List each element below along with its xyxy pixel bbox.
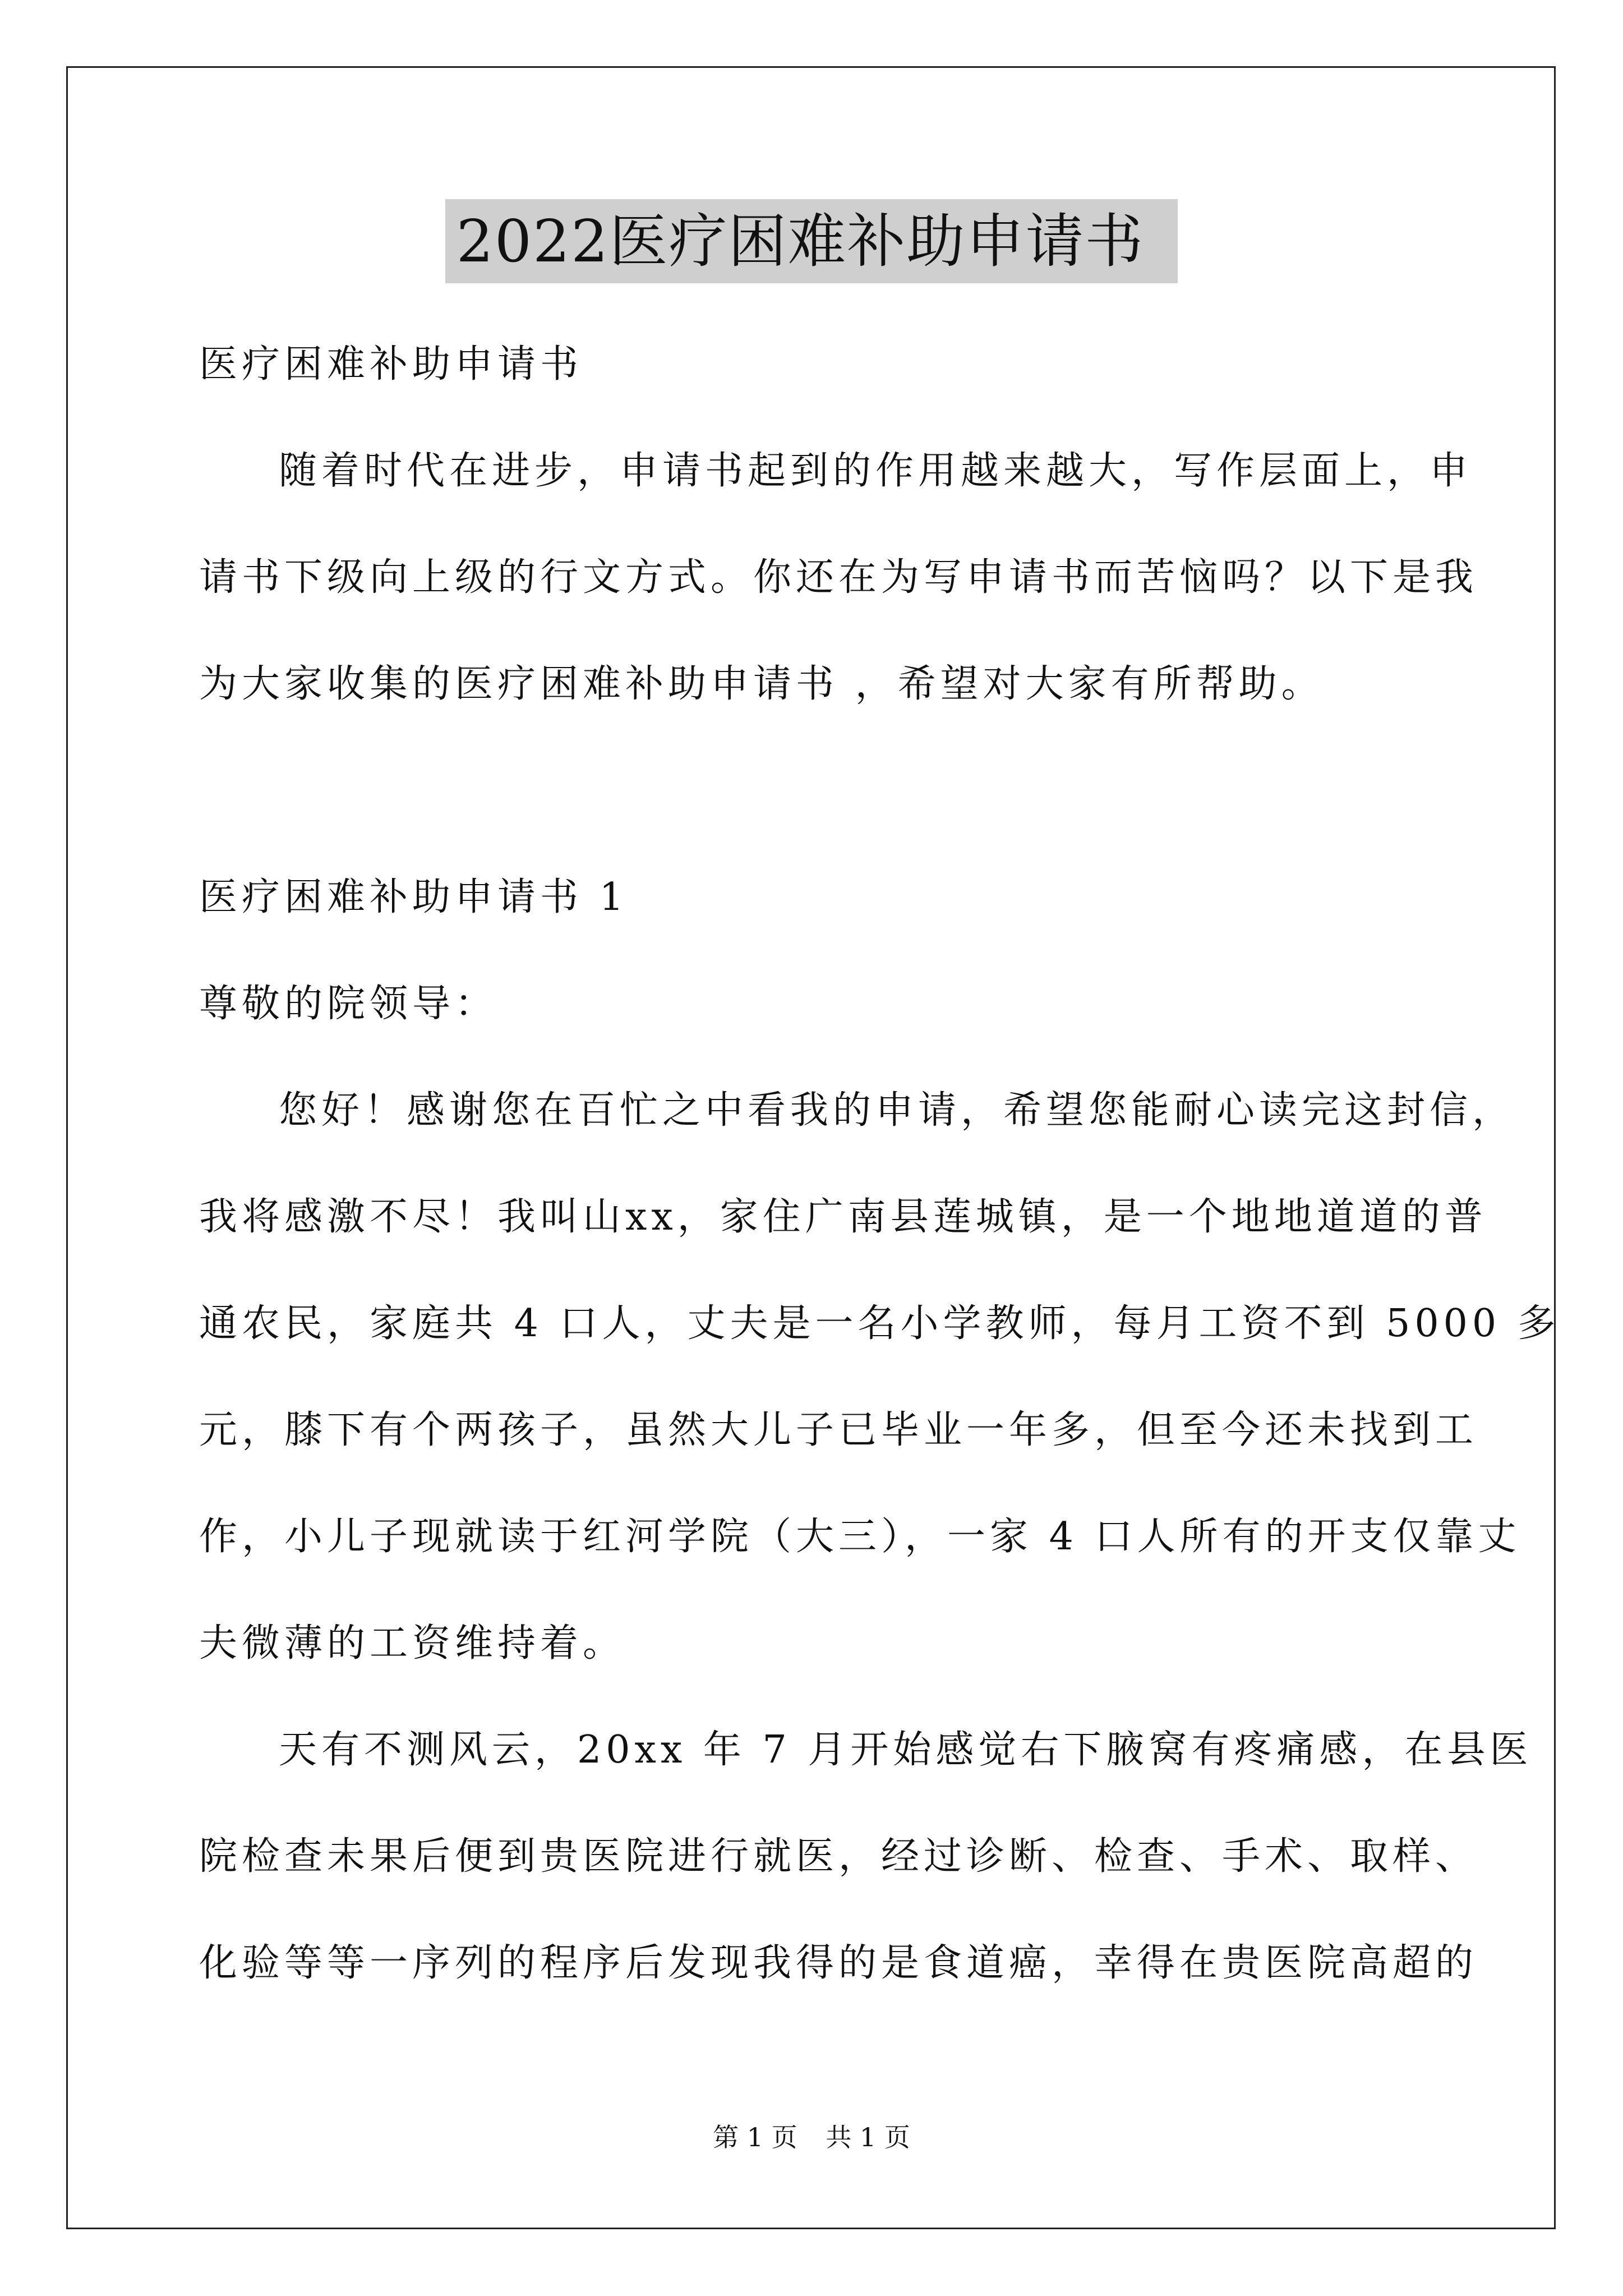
body-line: 您好！感谢您在百忙之中看我的申请，希望您能耐心读完这封信， xyxy=(279,1088,1515,1133)
body-line: 通农民，家庭共 4 口人，丈夫是一名小学教师，每月工资不到 5000 多 xyxy=(199,1301,1560,1346)
body-line: 为大家收集的医疗困难补助申请书 ，希望对大家有所帮助。 xyxy=(199,662,1324,706)
body-line: 天有不测风云，20xx 年 7 月开始感觉右下腋窝有疼痛感，在县医 xyxy=(279,1728,1533,1772)
body-line: 医疗困难补助申请书 xyxy=(199,342,583,386)
body-line: 我将感激不尽！我叫山xx，家住广南县莲城镇，是一个地地道道的普 xyxy=(199,1195,1487,1239)
blank-line xyxy=(199,738,1455,844)
document-body xyxy=(199,311,1560,2017)
body-line: 元，膝下有个两孩子，虽然大儿子已毕业一年多，但至今还未找到工 xyxy=(199,1408,1478,1452)
title-wrap xyxy=(0,199,1623,283)
salutation: 尊敬的院领导： xyxy=(199,982,498,1026)
body-line: 化验等等一序列的程序后发现我得的是食道癌，幸得在贵医院高超的 xyxy=(199,1941,1478,1985)
page-total: 共 1 页 xyxy=(826,2122,910,2152)
body-line: 作，小儿子现就读于红河学院（大三），一家 4 口人所有的开支仅靠丈 xyxy=(199,1515,1521,1559)
body-line: 夫微薄的工资维持着。 xyxy=(199,1621,626,1665)
body-line: 随着时代在进步，申请书起到的作用越来越大，写作层面上，申 xyxy=(279,449,1473,493)
document-title: 2022医疗困难补助申请书 xyxy=(445,199,1178,283)
page-footer xyxy=(0,2120,1623,2154)
section-heading: 医疗困难补助申请书 1 xyxy=(199,875,628,919)
body-line: 院检查未果后便到贵医院进行就医，经过诊断、检查、手术、取样、 xyxy=(199,1834,1478,1879)
body-line: 请书下级向上级的行文方式。你还在为写申请书而苦恼吗？以下是我 xyxy=(199,555,1478,600)
page-number: 第 1 页 xyxy=(713,2122,797,2152)
